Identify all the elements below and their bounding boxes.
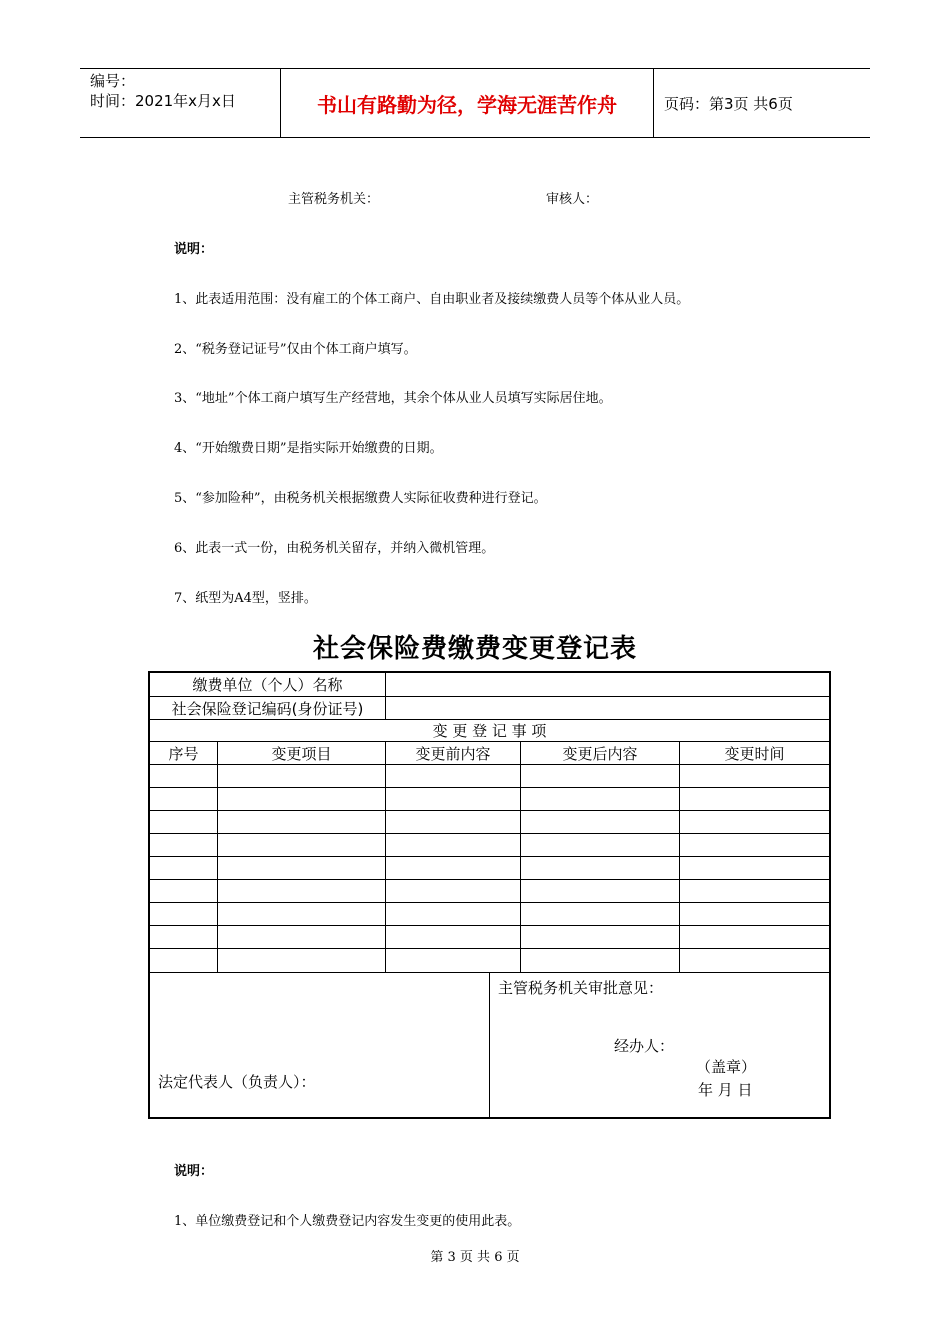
- date-label: 年 月 日: [698, 1081, 753, 1099]
- id-label: 社会保险登记编码(身份证号): [150, 697, 386, 719]
- table-row[interactable]: [150, 926, 829, 949]
- note-item: 6、此表一式一份，由税务机关留存，并纳入微机管理。: [174, 541, 495, 556]
- reviewer-label: 审核人：: [546, 192, 599, 207]
- table-row[interactable]: [150, 788, 829, 811]
- note-item: 4、“开始缴费日期”是指实际开始缴费的日期。: [174, 441, 443, 456]
- column-header-row: [150, 742, 829, 765]
- header-number: 编号：: [90, 72, 136, 90]
- approval-label: 主管税务机关审批意见：: [498, 979, 664, 997]
- legal-rep-section[interactable]: [150, 973, 490, 1117]
- col-item: 变更项目: [218, 742, 386, 764]
- approval-section[interactable]: [490, 973, 829, 1117]
- col-time: 变更时间: [724, 744, 785, 763]
- note-item: 7、纸型为A4型，竖排。: [174, 591, 317, 606]
- id-field[interactable]: [386, 697, 829, 719]
- notes-title: 说明：: [174, 242, 214, 257]
- header-page: 页码：第3页 共6页: [664, 94, 793, 113]
- form-title: 社会保险费缴费变更登记表: [312, 634, 637, 664]
- notes-title-2: 说明：: [174, 1164, 214, 1179]
- unit-name-field[interactable]: [386, 673, 829, 696]
- note-item: 1、此表适用范围：没有雇工的个体工商户、自由职业者及接续缴费人员等个体从业人员。: [174, 292, 690, 307]
- change-registration-form: [148, 671, 831, 1119]
- table-row[interactable]: [150, 765, 829, 788]
- note-item: 3、“地址”个体工商户填写生产经营地，其余个体从业人员填写实际居住地。: [174, 391, 612, 406]
- id-row: [150, 697, 829, 720]
- section-row: [150, 720, 829, 742]
- col-after: 变更后内容: [521, 742, 680, 764]
- unit-name-label: 缴费单位（个人）名称: [150, 673, 386, 696]
- table-row[interactable]: [150, 834, 829, 857]
- note-item: 1、单位缴费登记和个人缴费登记内容发生变更的使用此表。: [174, 1214, 521, 1229]
- note-item: 2、“税务登记证号”仅由个体工商户填写。: [174, 342, 417, 357]
- table-row[interactable]: [150, 880, 829, 903]
- page-header: [80, 68, 870, 138]
- authority-label: 主管税务机关：: [288, 192, 380, 207]
- table-row[interactable]: [150, 949, 829, 973]
- header-time: 时间：2021年x月x日: [90, 92, 236, 110]
- section-label: 变 更 登 记 事 项: [432, 722, 547, 740]
- header-info: [80, 69, 281, 137]
- unit-name-row: [150, 673, 829, 697]
- col-seq: 序号: [150, 742, 218, 764]
- page-footer: 第 3 页 共 6 页: [430, 1250, 520, 1265]
- note-item: 5、“参加险种”，由税务机关根据缴费人实际征收费种进行登记。: [174, 491, 547, 506]
- legal-rep-label: 法定代表人（负责人）：: [158, 1073, 316, 1091]
- table-row[interactable]: [150, 903, 829, 926]
- table-row[interactable]: [150, 857, 829, 880]
- col-before: 变更前内容: [386, 742, 521, 764]
- seal-label: （盖章）: [696, 1058, 757, 1076]
- table-row[interactable]: [150, 811, 829, 834]
- header-motto: 书山有路勤为径，学海无涯苦作舟: [281, 69, 654, 137]
- handler-label: 经办人：: [614, 1037, 675, 1055]
